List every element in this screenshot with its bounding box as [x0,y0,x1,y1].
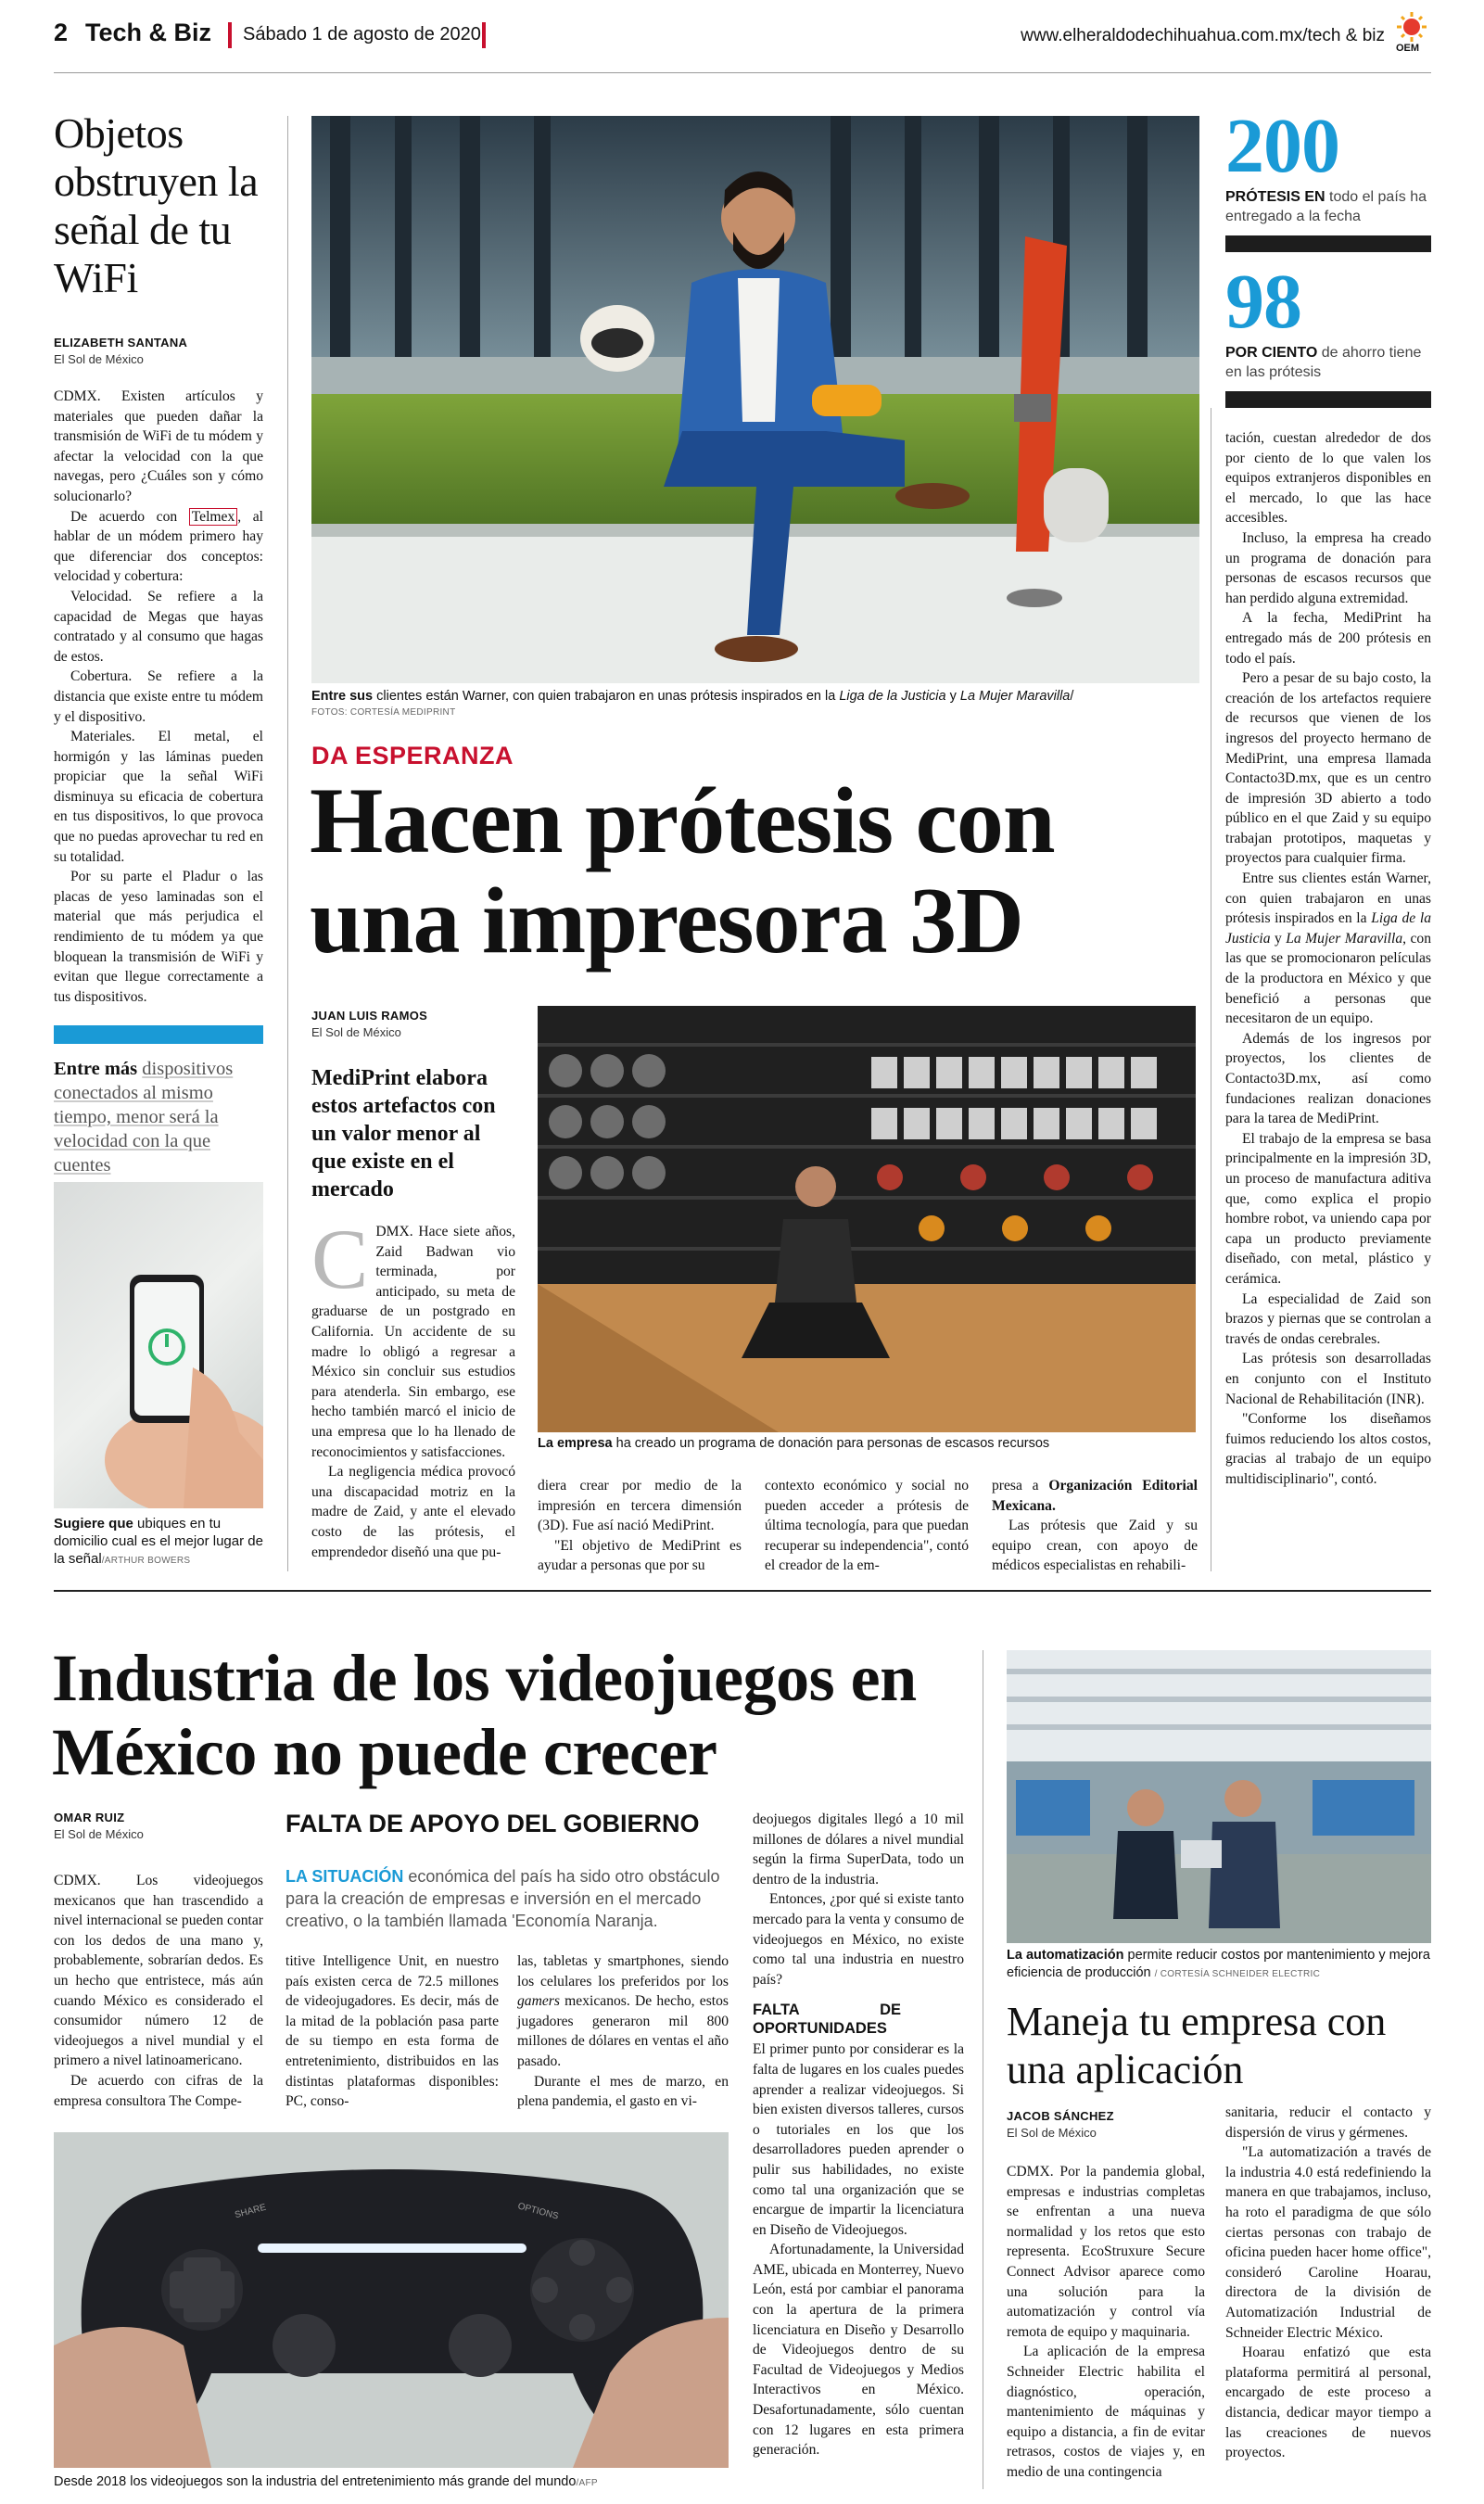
games-col-1: CDMX. Los videojuegos mexicanos que han trascendido a nivel internacional se pueden contar con los dedos de una mano y, probablemente, sobrarían dedos. Es un hecho que entristece, más aún cuando México es considerado el consumidor número 12 de videojuegos a nivel mundial y el primero a nivel latinoamericano. De acuerdo con cifras de la empresa consultora The Compe- [54,1873,263,2109]
main-col-2: diera crear por medio de la impresión en tercera dimensión (3D). Fue así nació MediPrint. "El objetivo de MediPrint es ayudar a personas que por su [538,1478,742,1574]
controller-options-label: OPTIONS [516,2201,560,2222]
oem-logo [1392,11,1431,56]
main-byline [311,1009,515,1039]
prosthetic-hero-photo [311,116,1199,683]
controller-caption: Desde 2018 los videojuegos son la industria del entretenimiento más grande del mundo/AFP [54,2474,598,2489]
hero-caption: Entre sus clientes están Warner, con quien trabajaron en unas prótesis inspirados en la Liga de la Justicia y La Mujer Maravilla/ [311,689,1074,704]
stat-200: 200 PRÓTESIS EN todo el país ha entregado a la fecha [1225,109,1431,252]
phone-caption: Sugiere que ubiques en tu domicilio cual es el mejor lugar de la señal/ARTHUR BOWERS [54,1516,263,1567]
wifi-article [54,109,263,1007]
header-rule [54,72,1431,73]
app-col-1: CDMX. Por la pandemia global, empresas e industrias completas se enfrentan a una nueva normalidad y los retos que esto representa. EcoStruxure Secure Connect Advisor aparece como una solución para la automatización y control vía remota de equipo y maquinaria. La aplicación de la empresa Schneider Electric habilita el diagnóstico, operación, mantenimiento de máquinas y equipo a distancia, a fin de evitar retrasos, costos de viajes y, en medio de una contingencia [1007,2164,1205,2480]
site-url[interactable]: www.elheraldodechihuahua.com.mx/tech & biz [1021,26,1385,45]
app-org: El Sol de México [1007,2126,1097,2140]
main-headline: Hacen prótesis con una impresora 3D [310,769,1055,973]
main-col-3: contexto económico y social no pueden acceder a prótesis de última tecnología, para que puedan recuperar su independencia", contó el creador de la em- [765,1478,969,1574]
page-header [54,17,1431,54]
phone-hand-icon [54,1182,263,1508]
stat-bar [1225,391,1431,408]
column-divider-left [287,116,288,1571]
man-with-prosthetics-icon [311,116,1199,683]
wifi-author: ELIZABETH SANTANA [54,336,188,350]
game-controller-icon [54,2132,729,2468]
games-author: OMAR RUIZ [54,1811,125,1824]
page-date: Sábado 1 de agosto de 2020 [243,24,481,44]
wifi-body: CDMX. Existen artículos y materiales que pueden dañar la transmisión de WiFi de tu módem y afectar la velocidad con la que navegas, pero ¿Cuáles son y cómo solucionarlo? De acuerdo con Telmex , al hablar de un módem primero hay que diferenciar dos conceptos: velocidad y cobertura: Velocidad. Se refiere a la capacidad de Megas que hayas contratado y al consumo que hagas de estos. Cobertura. Se refiere a la distancia que existe entre tu módem y el dispositivo. Materiales. El metal, el hormigón y las láminas pueden propiciar que la señal WiFi disminuya su eficacia de cobertura en tus dispositivos, lo que provoca que no puedas aprovechar tu red en su totalidad. Por su parte el Pladur o las placas de yeso laminadas son el material que más perjudica el rendimiento de tu módem ya que bloquean la transmisión de WiFi y evitan que llegue correctamente a tus dispositivos. [54,388,263,1005]
main-org: El Sol de México [311,1025,401,1039]
games-org: El Sol de México [54,1827,144,1841]
factory-photo [1007,1650,1431,1943]
games-col-3: las, tabletas y smartphones, siendo los celulares los preferidos por los gamers mexicanos. De hecho, estos jugadores generaron mil 800 millones de dólares en ventas el año pasado. Durante el mes de marzo, en plena pandemia, el gasto en vi- [517,1953,729,2110]
app-col-2: sanitaria, reducir el contacto y dispersión de virus y gérmenes. "La automatización a través de la industria 4.0 está redefiniendo la manera en que trabajamos, incluso, ha roto el paradigma de que sólo ciertas personas con trabajo de oficina pueden hacer home office", consideró Caroline Hoarau, directora de la división de Automatización Industrial de Schneider Electric México. Hoarau enfatizó que esta plataforma permitirá al personal, encargado de este proceso a distancia, dedicar mayor tiempo a las creaciones de nuevos proyectos. [1225,2104,1431,2461]
stat-98: 98 POR CIENTO de ahorro tiene en las prótesis [1225,265,1431,408]
wifi-org: El Sol de México [54,352,144,366]
app-byline [1007,2109,1211,2140]
games-col-2: titive Intelligence Unit, en nuestro país existen cerca de 72.5 millones de videojugadores. Es decir, más de la mitad de la población pasa parte de su tiempo en esta forma de entretenimiento, distribuidos en las distintas plataformas disponibles: PC, conso- [285,1953,499,2110]
dropcap: C [311,1212,369,1306]
games-col4-subhead: FALTA DE OPORTUNIDADES [753,2002,901,2038]
app-author: JACOB SÁNCHEZ [1007,2109,1114,2123]
app-headline: Maneja tu empresa con una aplicación [1007,1999,1387,2092]
phone-photo [54,1182,263,1508]
logo-text: OEM [1396,43,1420,54]
factory-caption: La automatización permite reducir costos por mantenimiento y mejora eficiencia de producción / CORTESÍA SCHNEIDER ELECTRIC [1007,1948,1430,1980]
controller-photo [54,2132,729,2468]
stat-number: 200 [1225,103,1339,189]
filament-shelves-icon [538,1006,1196,1432]
main-right-col: tación, cuestan alrededor de dos por ciento de lo que valen los equipos extranjeros disponibles en el mercado, lo que las hace accesibles. Incluso, la empresa ha creado un programa de donación para personas de escasos recursos que han perdido alguna extremidad. A la fecha, MediPrint ha entregado más de 200 prótesis en todo el país. Pero a pesar de su bajo costo, la creación de los artefactos requiere de recursos que vienen de los ingresos del proyecto hermano de MediPrint, una empresa llamada Contacto3D.mx, que es un centro de impresión 3D abierto a todo público en el que Zaid y su equipo trabajan prototipos, maquetas y proyectos para cualquier firma. Entre sus clientes están Warner, con quien trabajaron en unas prótesis inspirados en la Liga de la Justicia y La Mujer Maravilla, con las que se promocionaron películas de la productora en México y que benefició a personas que necesitaron de un equipo. Además de los ingresos por proyectos, los clientes de Contacto3D.mx, así como fundaciones realizan donaciones para la tarea de MediPrint. El trabajo de la empresa se basa principalmente en la impresión 3D, un proceso de manufactura aditiva que, como explica el propio hombre robot, va uniendo capa por capa un producto previamente diseñado, con metal, plástico y cerámica. La especialidad de Zaid son brazos y piernas que se controlan a través de ondas cerebrales. Las prótesis son desarrolladas en conjunto con el Instituto Nacional de Rehabilitación (INR). "Conforme los diseñamos fuimos reduciendo los altos costos, gracias al trabajo de un equipo multidisciplinario", contó. [1225,430,1432,1487]
section-name: Tech & Biz [85,19,212,46]
factory-workers-icon [1007,1650,1431,1943]
telmex-link[interactable]: Telmex [189,508,238,526]
stat-number: 98 [1225,259,1301,345]
page-number: 2 [54,19,69,46]
header-divider-2 [482,22,486,48]
wifi-headline: Objetos obstruyen la señal de tu WiFi [54,109,259,301]
stats-sidebar [1225,103,1431,408]
wifi-quote-bar [54,1025,263,1044]
controller-share-label: SHARE [234,2202,268,2221]
games-subhead: FALTA DE APOYO DEL GOBIERNO [285,1810,700,1837]
wifi-pull-quote: Entre más dispositivos conectados al mismo tiempo, menor será la velocidad con la que cuentes [54,1059,234,1176]
games-lead: LA SITUACIÓN económica del país ha sido otro obstáculo para la creación de empresas e inversión en el mercado creativo, o la también llamada 'Economía Naranja. [285,1867,720,1930]
header-divider [228,22,232,48]
main-deck: MediPrint elabora estos artefactos con un valor menor al que existe en el mercado [311,1066,496,1201]
games-byline [54,1811,258,1841]
section-divider [54,1590,1431,1592]
main-col-4: presa a Organización Editorial Mexicana. Las prótesis que Zaid y su equipo crean, con apoyo de médicos especialistas en rehabili- [992,1478,1198,1574]
stat-bar [1225,235,1431,252]
games-headline: Industria de los videojuegos en México no puede crecer [52,1641,917,1789]
lab-caption: La empresa ha creado un programa de donación para personas de escasos recursos [538,1436,1050,1451]
lab-photo [538,1006,1196,1432]
main-author: JUAN LUIS RAMOS [311,1009,428,1023]
main-kicker: DA ESPERANZA [311,742,514,769]
main-col-1: C DMX. Hace siete años, Zaid Badwan vio terminada, por anticipado, su meta de graduarse de un postgrado en California. Un accidente de su madre lo obligó a regresar a México sin concluir sus estudios para atenderla. Sin embargo, ese hecho también marcó el inicio de una empresa que lo ha llenado de reconocimientos y satisfacciones. La negligencia médica provocó una discapacidad motriz en la madre de Zaid, y ante el elevado costo de las prótesis, el emprendedor diseñó una que pu- [311,1212,515,1560]
games-col-4: deojuegos digitales llegó a 10 mil millones de dólares a nivel mundial según la firma SuperData, todo un dentro de la industria. Entonces, ¿por qué si existe tanto mercado para la venta y consumo de videojuegos en México, no existe como tal una industria en nuestro país? FALTA DE OPORTUNIDADES El primer punto por considerar es la falta de lugares en los cuales puedes aprender a realizar videojuegos. Si bien existen diversos talleres, cursos o tutoriales en los que los desarrolladores pueden aprender o pulir sus habilidades, no existe como tal una organización que se encargue de impartir la licenciatura en Diseño de Videojuegos. Afortunadamente, la Universidad AME, ubicada en Monterrey, Nuevo León, está por cambiar el panorama con la apertura de la primera licenciatura en Diseño y Desarrollo de Videojuegos dentro de su Facultad de Videojuegos y Medios Interactivos en México. Desafortunadamente, sólo cuentan con 12 lugares en esta primera generación. [753,1811,964,2459]
hero-credit: FOTOS: CORTESÍA MEDIPRINT [311,707,456,718]
